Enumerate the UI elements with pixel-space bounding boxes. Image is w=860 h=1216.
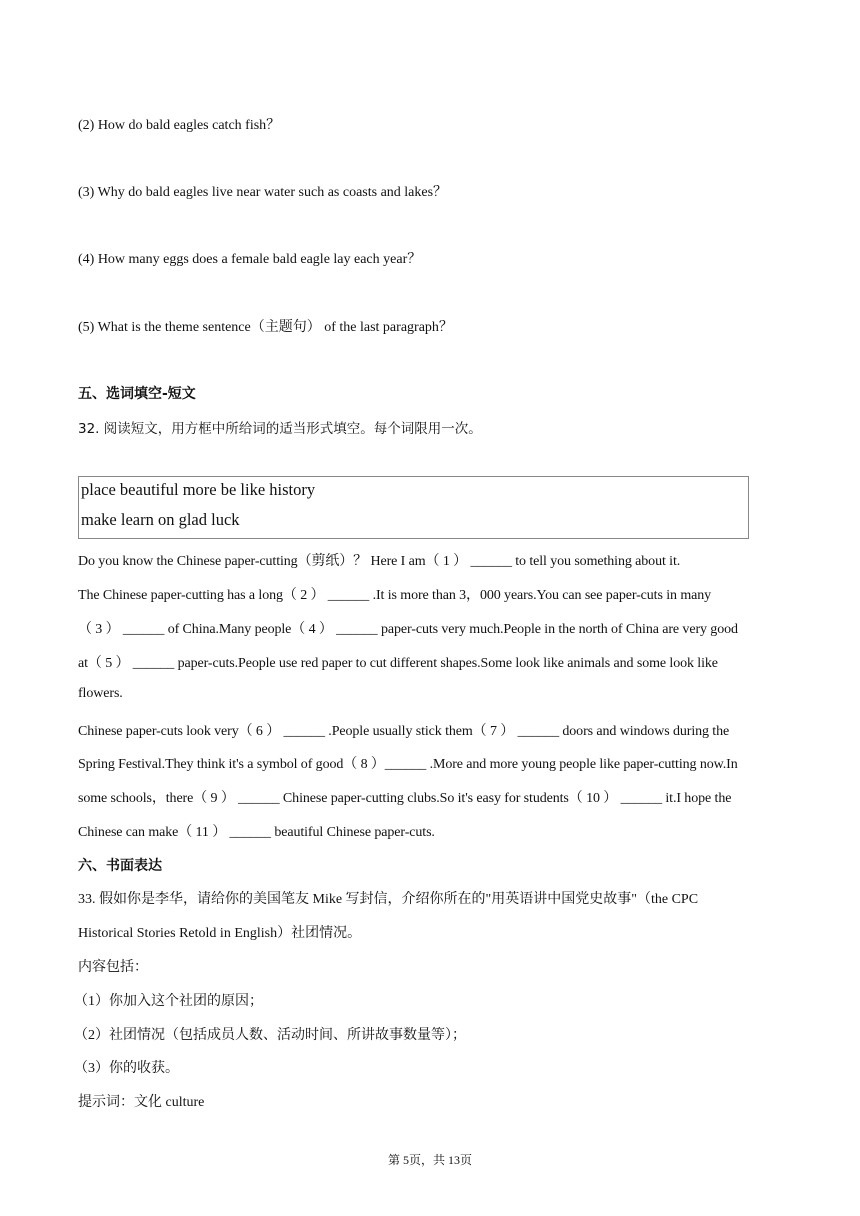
question-4: (4) How many eggs does a female bald eagle lay each year？: [78, 252, 422, 267]
content-point-3: （3）你的收获。: [74, 1061, 179, 1076]
passage-line: Do you know the Chinese paper-cutting（剪纸）？ Here I am（ 1 ） ______ to tell you something about it.: [78, 554, 681, 569]
passage-line: Spring Festival.They think it's a symbol of good（ 8 ）______ .More and more young people like paper-cutting now.In: [78, 757, 738, 772]
word-box-line-2: make learn on glad luck: [81, 510, 240, 529]
word-box-line-1: place beautiful more be like history: [81, 480, 316, 499]
question-5: (5) What is the theme sentence（主题句） of the last paragraph？: [78, 320, 453, 335]
content-point-2: （2）社团情况（包括成员人数、活动时间、所讲故事数量等）；: [74, 1028, 466, 1043]
passage-line: Chinese can make（ 11 ） ______ beautiful Chinese paper-cuts.: [78, 825, 435, 840]
hint-words: 提示词：文化 culture: [78, 1095, 205, 1110]
section-5-title: 五、选词填空-短文: [78, 386, 196, 402]
section-5-instruction: 32. 阅读短文，用方框中所给词的适当形式填空。每个词限用一次。: [78, 421, 482, 437]
passage-line: Chinese paper-cuts look very（ 6 ） ______ .People usually stick them（ 7 ） ______ doors and windows during the: [78, 724, 730, 739]
page-footer: 第 5页，共 13页: [387, 1153, 472, 1167]
passage-line: some schools，there（ 9 ） ______ Chinese paper-cutting clubs.So it's easy for students（ 10 ） ______ it.I hope the: [78, 791, 732, 806]
content-label: 内容包括：: [78, 960, 148, 975]
passage-line: flowers.: [78, 686, 123, 701]
question-2: (2) How do bald eagles catch fish？: [78, 118, 281, 133]
writing-prompt-line-1: 33. 假如你是李华，请给你的美国笔友 Mike 写封信，介绍你所在的"用英语讲中国党史故事"（the CPC: [78, 892, 699, 907]
passage-line: at（ 5 ） ______ paper-cuts.People use red paper to cut different shapes.Some look like animals and some look like: [78, 656, 718, 671]
passage-line: （ 3 ） ______ of China.Many people（ 4 ） ______ paper-cuts very much.People in the north of China are very good: [78, 622, 738, 637]
writing-prompt-line-2: Historical Stories Retold in English）社团情况。: [78, 926, 362, 941]
section-6-title: 六、书面表达: [78, 858, 162, 874]
word-box: [78, 476, 749, 539]
passage-line: The Chinese paper-cutting has a long（ 2 ） ______ .It is more than 3，000 years.You can see paper-cuts in many: [78, 588, 712, 603]
content-point-1: （1）你加入这个社团的原因；: [74, 994, 263, 1009]
question-3: (3) Why do bald eagles live near water such as coasts and lakes？: [78, 185, 448, 200]
